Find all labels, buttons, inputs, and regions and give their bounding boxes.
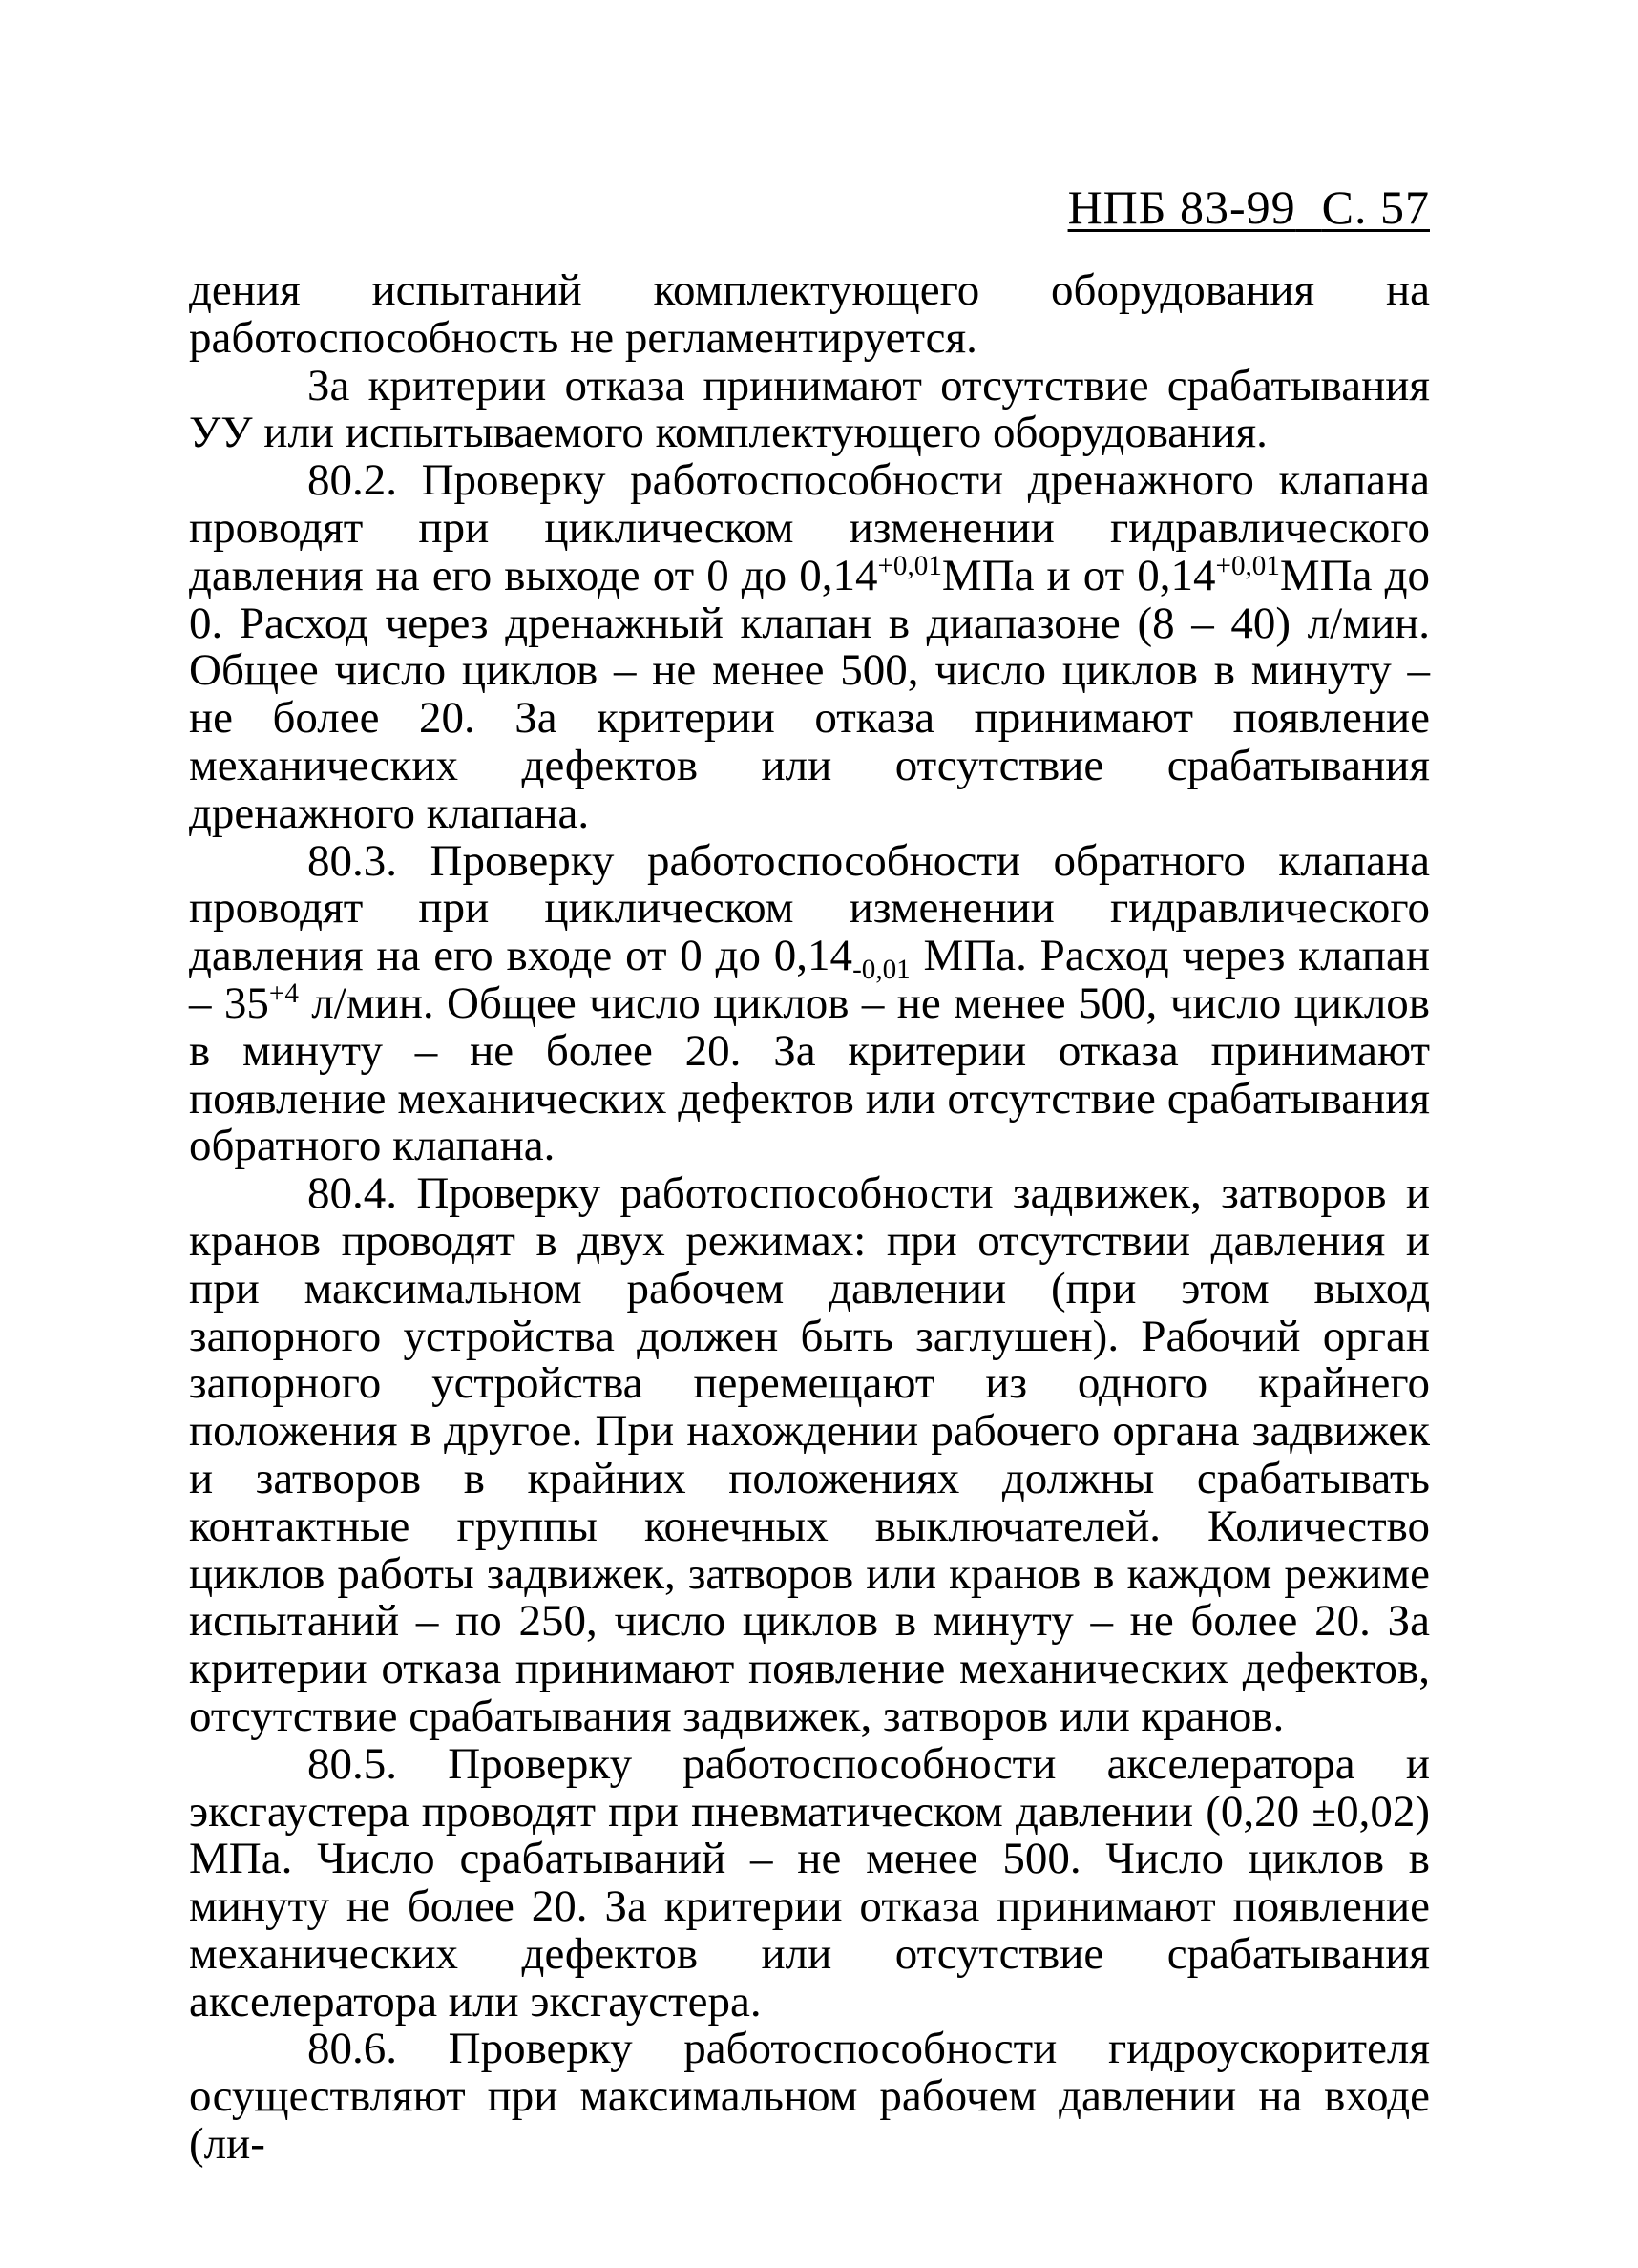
paragraph-80-2: 80.2. Проверку работоспособности дренажного клапана проводят при циклическом изменении гидравлического давления на его выходе от 0 до $0,14^{+0,01}МПа$ и от $0,14^{+0,01}МПа$ до 0. Расход через дренажный клапан в диапазоне (8 – 40) л/мин. Общее число циклов – не менее 500, число циклов в минуту – не более 20. За критерии отказа принимают появление механических дефектов или отсутствие срабатывания дренажного клапана. [189,455,1430,838]
subscript-tolerance: -0,01 [852,954,911,985]
body-text [189,267,1430,2169]
paragraph-80-3: 80.3. Проверку работоспособности обратного клапана проводят при циклическом изменении гидравлического давления на его входе от 0 до $0,14_{-0,01}$ МПа. Расход через клапан – $35^{+4}$ л/мин. Общее число циклов – не менее 500, число циклов в минуту – не более 20. За критерии отказа принимают появление механических дефектов или отсутствие срабатывания обратного клапана. [189,835,1430,1171]
header-doc-id: НПБ 83-99 [1067,180,1296,234]
paragraph-80-6: 80.6. Проверку работоспособности гидроускорителя осуществляют при максимальном рабочем давлении на входе (ли- [189,2024,1430,2170]
paragraph-80-4: 80.4. Проверку работоспособности задвижек, затворов и кранов проводят в двух режимах: при отсутствии давления и при максимальном рабочем давлении (при этом выход запорного устройства должен быть заглушен). Рабочий орган запорного устройства перемещают из одного крайнего положения в другое. При нахождении рабочего органа задвижек и затворов в крайних положениях должны срабатывать контактные группы конечных выключателей. Количество циклов работы задвижек, затворов или кранов в каждом режиме испытаний – по 250, число циклов в минуту – не более 20. За критерии отказа принимают появление механических дефектов, отсутствие срабатывания задвижек, затворов или кранов. [189,1168,1430,1741]
running-header [1068,179,1430,235]
superscript-tolerance: +0,01 [877,550,942,581]
header-page-number: С. 57 [1321,180,1430,234]
paragraph-continuation: дения испытаний комплектующего оборудования на работоспособность не регламентируется. [189,265,1430,363]
superscript-tolerance: +0,01 [1215,550,1280,581]
paragraph-failure-criteria: За критерии отказа принимают отсутствие срабатывания УУ или испытываемого комплектующего оборудования. [189,360,1430,458]
paragraph-80-5: 80.5. Проверку работоспособности акселератора и эксгаустера проводят при пневматическом давлении (0,20 ±0,02) МПа. Число срабатываний – не менее 500. Число циклов в минуту не более 20. За критерии отказа принимают появление механических дефектов или отсутствие срабатывания акселератора или эксгаустера. [189,1738,1430,2026]
superscript-tolerance: +4 [268,977,299,1009]
